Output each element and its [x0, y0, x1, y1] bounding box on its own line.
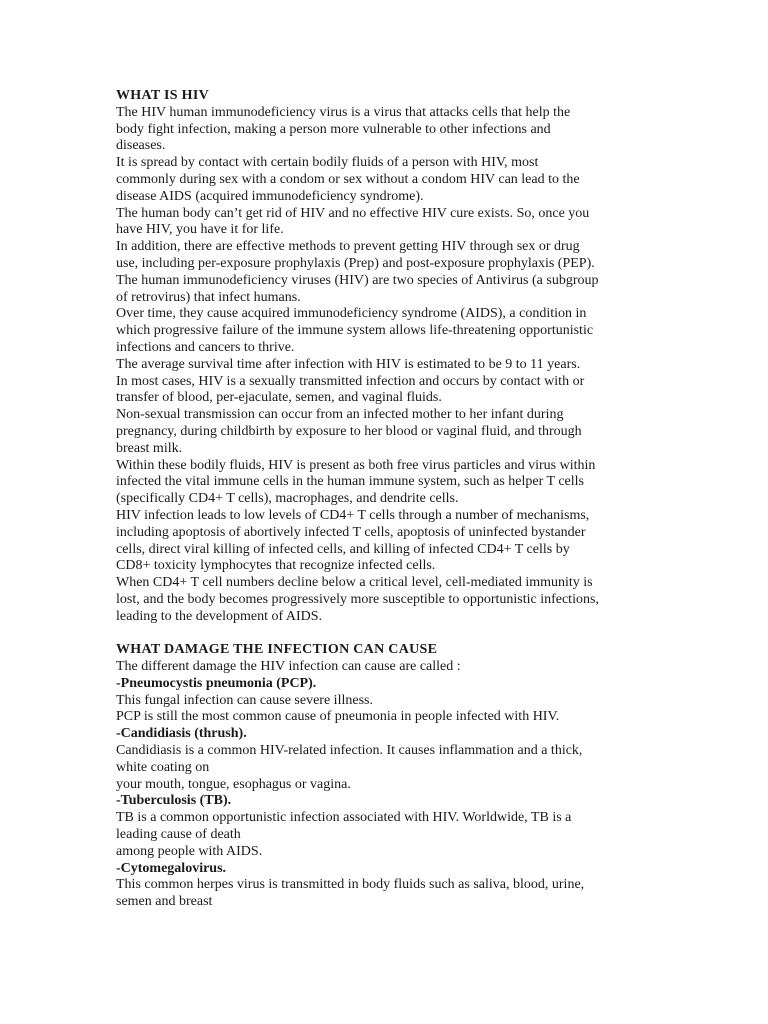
- paragraph-line: breast milk.: [116, 440, 183, 456]
- paragraph-line: When CD4+ T cell numbers decline below a critical level, cell-mediated immunity is: [116, 575, 593, 591]
- paragraph-line: transfer of blood, per-ejaculate, semen, and vaginal fluids.: [116, 390, 442, 406]
- paragraph-line: pregnancy, during childbirth by exposure to her blood or vaginal fluid, and through: [116, 423, 582, 439]
- paragraph-line: Within these bodily fluids, HIV is present as both free virus particles and virus within: [116, 457, 596, 473]
- section1-body: [116, 105, 661, 626]
- paragraph-line: infected the vital immune cells in the human immune system, such as helper T cells: [116, 474, 584, 490]
- paragraph-line: The human immunodeficiency viruses (HIV) are two species of Antivirus (a subgroup: [116, 272, 599, 288]
- section-heading-what-is-hiv: WHAT IS HIV: [116, 88, 210, 103]
- paragraph-line: body fight infection, making a person more vulnerable to other infections and: [116, 121, 551, 137]
- paragraph-line: Candidiasis is a common HIV-related infection. It causes inflammation and a thick,: [116, 743, 583, 759]
- paragraph-line: In most cases, HIV is a sexually transmitted infection and occurs by contact with or: [116, 373, 585, 389]
- paragraph-line: TB is a common opportunistic infection associated with HIV. Worldwide, TB is a: [116, 810, 572, 826]
- section-heading-infection-damage: WHAT DAMAGE THE INFECTION CAN CAUSE: [116, 642, 438, 658]
- paragraph-line: including apoptosis of abortively infected T cells, apoptosis of uninfected bystander: [116, 524, 586, 540]
- paragraph-line: Non-sexual transmission can occur from an infected mother to her infant during: [116, 407, 564, 423]
- paragraph-line: cells, direct viral killing of infected cells, and killing of infected CD4+ T cells by: [116, 541, 570, 557]
- paragraph-line: In addition, there are effective methods to prevent getting HIV through sex or drug: [116, 239, 580, 255]
- paragraph-line: white coating on: [116, 759, 210, 775]
- paragraph-line: The average survival time after infection with HIV is estimated to be 9 to 11 years.: [116, 356, 581, 372]
- paragraph-line: diseases.: [116, 138, 166, 154]
- condition-heading-pcp: -Pneumocystis pneumonia (PCP).: [116, 675, 317, 691]
- paragraph-line: leading cause of death: [116, 827, 241, 843]
- section-spacer: [116, 626, 661, 643]
- paragraph-line: infections and cancers to thrive.: [116, 339, 295, 355]
- condition-heading-cytomegalovirus: -Cytomegalovirus.: [116, 860, 227, 876]
- paragraph-line: The human body can’t get rid of HIV and no effective HIV cure exists. So, once you: [116, 205, 590, 221]
- paragraph-line: your mouth, tongue, esophagus or vagina.: [116, 776, 351, 792]
- paragraph-line: HIV infection leads to low levels of CD4+ T cells through a number of mechanisms,: [116, 507, 590, 523]
- paragraph-line: (specifically CD4+ T cells), macrophages, and dendrite cells.: [116, 491, 459, 507]
- paragraph-line: commonly during sex with a condom or sex without a condom HIV can lead to the: [116, 171, 580, 187]
- paragraph-line: CD8+ toxicity lymphocytes that recognize infected cells.: [116, 558, 436, 574]
- paragraph-line: use, including per-exposure prophylaxis (Prep) and post-exposure prophylaxis (PEP).: [116, 255, 595, 271]
- paragraph-line: semen and breast: [116, 894, 213, 910]
- paragraph-line: Over time, they cause acquired immunodeficiency syndrome (AIDS), a condition in: [116, 306, 587, 322]
- paragraph-line: leading to the development of AIDS.: [116, 608, 323, 624]
- paragraph-line: which progressive failure of the immune system allows life-threatening opportunistic: [116, 323, 594, 339]
- paragraph-line: It is spread by contact with certain bodily fluids of a person with HIV, most: [116, 155, 539, 171]
- paragraph-line: among people with AIDS.: [116, 843, 263, 859]
- condition-heading-candidiasis: -Candidiasis (thrush).: [116, 726, 247, 742]
- paragraph-line: PCP is still the most common cause of pneumonia in people infected with HIV.: [116, 709, 560, 725]
- paragraph-line: The HIV human immunodeficiency virus is a virus that attacks cells that help the: [116, 104, 571, 120]
- paragraph-line: The different damage the HIV infection can cause are called :: [116, 659, 461, 675]
- paragraph-line: have HIV, you have it for life.: [116, 222, 284, 238]
- section2-body: [116, 659, 661, 911]
- paragraph-line: lost, and the body becomes progressively more susceptible to opportunistic infections,: [116, 591, 599, 607]
- paragraph-line: of retrovirus) that infect humans.: [116, 289, 301, 305]
- paragraph-line: This fungal infection can cause severe illness.: [116, 692, 373, 708]
- paragraph-line: disease AIDS (acquired immunodeficiency syndrome).: [116, 188, 424, 204]
- paragraph-line: This common herpes virus is transmitted in body fluids such as saliva, blood, urine,: [116, 877, 585, 893]
- condition-heading-tuberculosis: -Tuberculosis (TB).: [116, 793, 232, 809]
- document-page: [116, 88, 661, 911]
